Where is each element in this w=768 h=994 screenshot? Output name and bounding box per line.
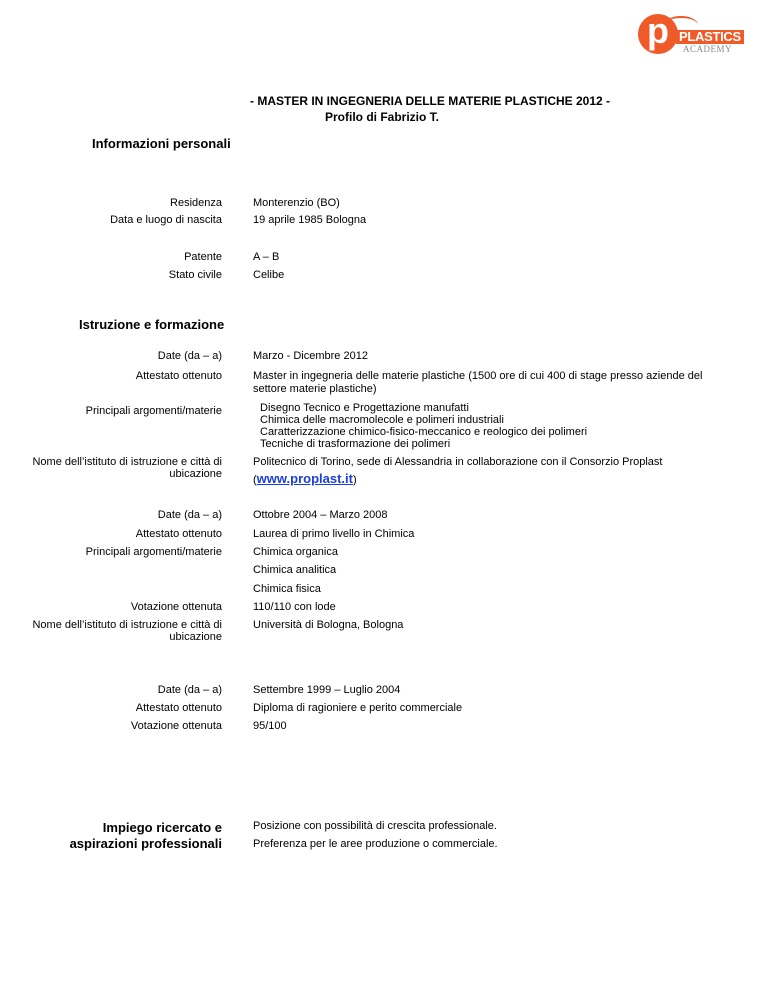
value-degree-date: Ottobre 2004 – Marzo 2008 <box>253 509 388 521</box>
section-heading-personal: Informazioni personali <box>92 136 231 151</box>
value-master-date: Marzo - Dicembre 2012 <box>253 350 368 362</box>
section-heading-job <box>70 820 222 852</box>
value-nascita: 19 aprile 1985 Bologna <box>253 214 367 226</box>
master-topic: Disegno Tecnico e Progettazione manufatti <box>260 402 469 414</box>
master-topic: Tecniche di trasformazione dei polimeri <box>260 438 451 450</box>
document-subtitle: Profilo di Fabrizio T. <box>325 110 439 124</box>
value-master-cert: Master in ingegneria delle materie plastiche (1500 ore di cui 400 di stage presso aziende del settore materie plastiche) <box>253 370 703 395</box>
master-topics-list <box>260 402 730 450</box>
document-title: - MASTER IN INGEGNERIA DELLE MATERIE PLASTICHE 2012 - <box>250 94 611 108</box>
job-heading-line: aspirazioni professionali <box>69 836 222 851</box>
label-nascita: Data e luogo di nascita <box>110 214 222 226</box>
degree-topic: Chimica organica <box>253 546 338 558</box>
link-open-paren: ( <box>253 474 257 486</box>
label-patente: Patente <box>184 251 222 263</box>
label-degree-date: Date (da – a) <box>157 509 222 521</box>
value-degree-grade: 110/110 con lode <box>253 601 336 613</box>
label-master-cert: Attestato ottenuto <box>135 370 222 382</box>
label-master-date: Date (da – a) <box>157 350 222 362</box>
label-master-topics: Principali argomenti/materie <box>85 405 222 417</box>
logo-text-plastics: PLASTICS <box>676 30 744 44</box>
job-line: Preferenza per le aree produzione o commerciale. <box>253 838 498 850</box>
label-degree-topics: Principali argomenti/materie <box>85 546 222 558</box>
label-master-institute: Nome dell’istituto di istruzione e città di ubicazione <box>32 456 222 480</box>
label-stato-civile: Stato civile <box>168 269 222 281</box>
master-topic: Caratterizzazione chimico-fisico-meccanico e reologico dei polimeri <box>260 426 588 438</box>
label-diploma-cert: Attestato ottenuto <box>135 702 222 714</box>
degree-topic: Chimica analitica <box>253 564 337 576</box>
value-degree-institute: Università di Bologna, Bologna <box>253 619 404 631</box>
label-diploma-grade: Votazione ottenuta <box>130 720 222 732</box>
value-patente: A – B <box>253 251 280 263</box>
master-link-row <box>253 472 357 487</box>
value-diploma-cert: Diploma di ragioniere e perito commerciale <box>253 702 463 714</box>
label-diploma-date: Date (da – a) <box>157 684 222 696</box>
degree-topic: Chimica fisica <box>253 583 321 595</box>
label-residenza: Residenza <box>170 197 222 209</box>
value-degree-cert: Laurea di primo livello in Chimica <box>253 528 415 540</box>
value-stato-civile: Celibe <box>253 269 285 281</box>
value-diploma-date: Settembre 1999 – Luglio 2004 <box>253 684 401 696</box>
master-topic: Chimica delle macromolecole e polimeri industriali <box>260 414 504 426</box>
value-master-institute: Politecnico di Torino, sede di Alessandria in collaborazione con il Consorzio Proplast <box>253 456 663 468</box>
value-residenza: Monterenzio (BO) <box>253 197 340 209</box>
plastics-academy-logo <box>638 10 754 56</box>
logo-letter: p <box>638 14 678 54</box>
label-degree-grade: Votazione ottenuta <box>130 601 222 613</box>
section-heading-education: Istruzione e formazione <box>79 317 225 332</box>
link-close-paren: ) <box>352 474 357 486</box>
proplast-link[interactable]: www.proplast.it <box>256 471 353 486</box>
logo-text-academy: ACADEMY <box>683 44 733 54</box>
job-line: Posizione con possibilità di crescita professionale. <box>253 820 497 832</box>
job-heading-line: Impiego ricercato e <box>102 820 222 835</box>
value-diploma-grade: 95/100 <box>253 720 287 732</box>
label-degree-cert: Attestato ottenuto <box>135 528 222 540</box>
label-degree-institute: Nome dell’istituto di istruzione e città di ubicazione <box>32 619 222 643</box>
